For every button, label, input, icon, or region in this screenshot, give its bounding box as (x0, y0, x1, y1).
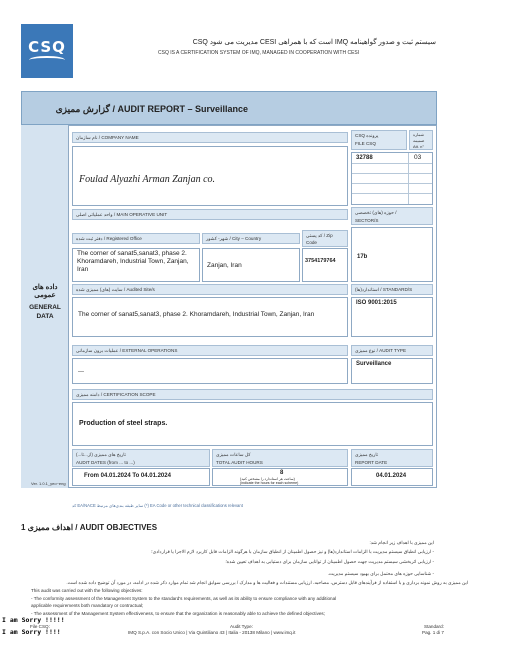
sectors-value: 17b (357, 254, 368, 260)
standards-label: استاندارد(ها) / STANDARD/S (351, 284, 433, 295)
objectives-en-intro: This audit was carried out with the following objectives: (31, 588, 143, 593)
footer-standard: Standard: (424, 624, 444, 629)
grid-row (352, 173, 432, 174)
sectors-label-en: SECTOR/S (355, 218, 379, 223)
zip-label-en: Code (306, 240, 317, 245)
registered-office-label: دفتر ثبت شده / Registered Office (72, 233, 200, 244)
sidebar-persian-label: داده های عمومی (32, 284, 58, 299)
header-english-line: CSQ IS A CERTIFICATION SYSTEM OF IMQ, MANAGED IN COOPERATION WITH CESI (158, 50, 360, 56)
file-csq-label-fa: پرونده (366, 133, 379, 138)
objectives-fa-note: این ممیزی به روش نمونه برداری و با استفاده از فرآیندهای قابل دسترس، مصاحبه، ارزیابی مستندات و فعالیت ها و مدارک / بررسی سوابق انجام شد تمام موارد ذکر شده در ادامه، در مورد آن توضیح داده شده است. (66, 580, 468, 585)
objectives-fa-line: - ارزیابی انطباق سیستم مدیریت با الزامات استاندارد(ها) و نیز حصول اطمینان از انطباق سازمان با هرگونه الزامات قابل کاربرد لازم الاجرا یا قراردادی؛ (151, 549, 434, 554)
att-label (409, 130, 433, 150)
objectives-fa-line: - ارزیابی اثربخشی سیستم مدیریت جهت حصول اطمینان از توانایی سازمان برای دستیابی به اهداف تعیین شده؛ (225, 559, 434, 564)
grid-row (352, 183, 432, 184)
audit-type-label: نوع ممیزی / AUDIT TYPE (351, 345, 433, 356)
zip-code-box (302, 248, 348, 282)
footer-page-number: Pag. 1 di 7 (422, 630, 444, 635)
sectors-label-fa: حوزه (های) تخصصی / (355, 210, 397, 215)
header-persian-line: سیستم ثبت و صدور گواهینامه IMQ است که با همراهی CESI مدیریت می شود CSQ (192, 39, 436, 46)
footer-company-address: IMQ S.p.A. con Socio Unico | Via Quintiliano 43 | Italia - 20138 Milano | www.imq.it (128, 630, 296, 635)
external-operations-box (72, 358, 348, 384)
report-title-bar (21, 91, 437, 125)
zip-code-value: 3754179764 (305, 258, 336, 264)
objectives-en-line: - The conformity assessment of the Management System to the standard's requirements, as well as its ability to ensure compliance with any additional (31, 596, 337, 601)
total-hours-value: 8 (280, 470, 284, 476)
audited-sites-label: سایت (های) ممیزی شده / Audited Site/s (72, 284, 348, 295)
objectives-fa-line: - شناسایی حوزه های محتمل برای بهبود سیستم مدیریت. (327, 571, 434, 576)
total-hours-label-fa: کل ساعات ممیزی (216, 452, 251, 457)
total-hours-label (212, 449, 348, 467)
city-country-value: Zanjan, Iran (207, 262, 242, 269)
file-csq-label (351, 130, 407, 150)
zip-label-fa: کد پستی / Zip (306, 233, 333, 238)
overlay-text-2: I am Sorry !!!! (2, 628, 61, 636)
sidebar-english-label: GENERAL DATA (29, 304, 61, 320)
audit-objectives-heading: اهداف ممیزی 1 / AUDIT OBJECTIVES (21, 523, 158, 532)
logo-text: CSQ (28, 38, 66, 56)
certification-scope-label: دامنه ممیزی / CERTIFICATION SCOPE (72, 389, 433, 400)
objectives-en-line: - The assessment of the Management System effectiveness, to ensure that the organization is reasonably able to achieve the defined objectives; (31, 611, 326, 616)
overlay-text-1: I am Sorry !!!!! (2, 616, 65, 624)
general-data-sidebar (21, 125, 69, 488)
grid-row (352, 193, 432, 194)
ea-code-footnote: کد EA/NACE سایر طبقه بندی‌های مرتبط (*) EA Code or other technical classifications relevant (72, 503, 243, 508)
report-date-label-fa: تاریخ ممیزی (355, 452, 379, 457)
footer-file-csq: File CSQ: (30, 624, 50, 629)
registered-office-value: The corner of sanat5,sanat3, phase 2. Khoramdareh, Industrial Town, Zanjan, Iran (77, 250, 189, 273)
report-date-label-en: REPORT DATE (355, 460, 388, 465)
footer-audit-type: Audit Type: (230, 624, 253, 629)
file-csq-label-csq: CSQ (355, 133, 365, 138)
csq-logo (21, 24, 73, 78)
grid-row (352, 163, 432, 164)
external-operations-label: عملیات برون سازمانی / EXTERNAL OPERATIONS (72, 345, 348, 356)
total-hours-note: (ساعت هر استاندارد را مشخص کنید) (240, 477, 295, 481)
att-label-en: Att. n° (413, 144, 424, 149)
objectives-en-line: applicable requirements both mandatory or contractual; (31, 603, 144, 608)
total-hours-label-en: TOTAL AUDIT HOURS (216, 460, 263, 465)
report-title: گزارش ممیزی / AUDIT REPORT – Surveillance (55, 104, 248, 114)
version-label: Ver. 1.0.1_yeo~eng (31, 481, 66, 486)
audit-type-value: Surveillance (356, 361, 392, 367)
company-name-label: نام سازمان / COMPANY NAME (72, 132, 348, 143)
company-name-value: Foulad Alyazhi Arman Zanjan co. (79, 174, 216, 185)
audit-dates-label (72, 449, 210, 467)
city-country-label: شهر- کشور / City – Country (202, 233, 300, 244)
standards-value: ISO 9001:2015 (356, 300, 397, 306)
report-date-value: 04.01.2024 (376, 473, 407, 479)
certification-scope-value: Production of steel straps. (79, 420, 168, 427)
logo-swoosh (29, 56, 65, 64)
zip-code-label (302, 230, 348, 247)
report-date-label (351, 449, 433, 467)
att-label-fa: شماره ضمیمه (413, 132, 425, 143)
grid-divider (408, 153, 409, 204)
audit-dates-label-en: AUDIT DATES (from ... to ...) (76, 460, 135, 465)
audited-sites-value: The corner of sanat5,sanat3, phase 2. Khoramdareh, Industrial Town, Zanjan, Iran (78, 311, 315, 318)
external-operations-value: --- (78, 369, 84, 375)
audit-dates-label-fa: تاریخ های ممیزی (از...تا...) (76, 452, 126, 457)
att-value: 03 (414, 154, 422, 161)
audit-dates-value: From 04.01.2024 To 04.01.2024 (84, 473, 171, 479)
main-unit-label: واحد عملیاتی اصلی / MAIN OPERATIVE UNIT (72, 209, 348, 220)
sectors-label (351, 207, 433, 225)
total-hours-note-en: (indicate the hours for each scheme) (240, 481, 299, 485)
objectives-fa-intro: این ممیزی با اهداف زیر انجام شد: (369, 540, 434, 545)
file-csq-label-en: FILE CSQ (355, 141, 376, 146)
file-csq-value: 32788 (356, 155, 373, 161)
